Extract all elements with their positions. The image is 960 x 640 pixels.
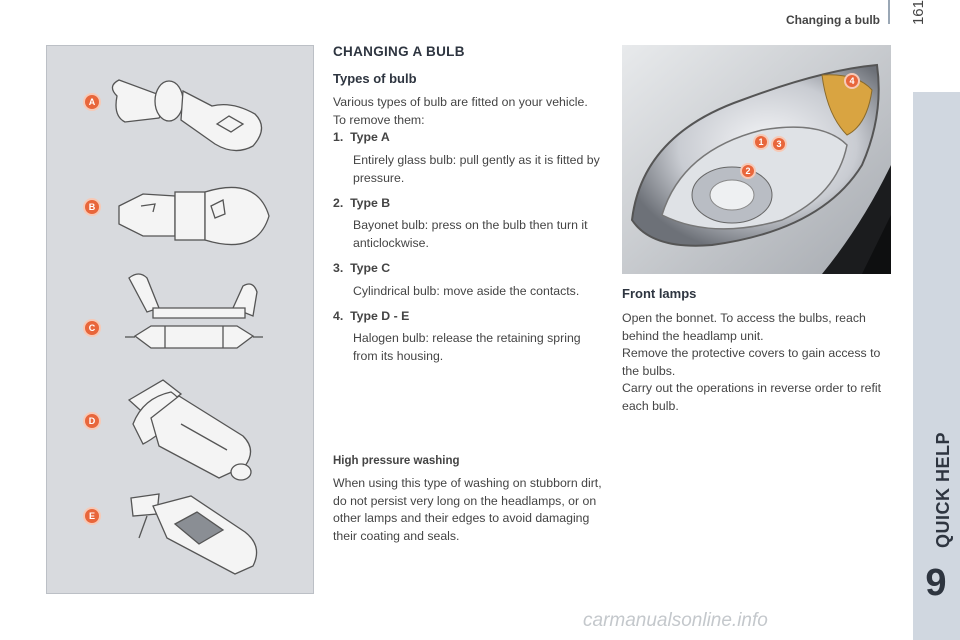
- front-lamps-step-3: Carry out the operations in reverse order to refit each bulb.: [622, 381, 882, 413]
- step-text: Cylindrical bulb: move aside the contacts.: [353, 283, 580, 298]
- types-heading: Types of bulb: [333, 71, 417, 86]
- warning-text: When using this type of washing on stubborn dirt, do not persist very long on the headlamps, or on other lamps and their edges to avoid damaging their coating and seals.: [333, 476, 602, 543]
- step-title: 2. Type B: [333, 195, 391, 210]
- bulb-badge-a: A: [83, 93, 101, 111]
- bulb-d-drawing: [129, 380, 251, 480]
- step-4: [333, 308, 605, 366]
- front-lamps-heading: Front lamps: [622, 286, 697, 301]
- step-title: 4. Type D - E: [333, 308, 410, 323]
- headlamp-badge-2: 2: [740, 163, 756, 179]
- main-column: [333, 44, 605, 373]
- front-lamps-step-1: Open the bonnet. To access the bulbs, reach behind the headlamp unit.: [622, 311, 866, 343]
- step-1: [333, 129, 605, 187]
- step-2: [333, 195, 605, 253]
- step-text: Entirely glass bulb: pull gently as it is fitted by pressure.: [353, 152, 600, 185]
- section-label: QUICK HELP: [933, 431, 953, 548]
- warning-heading: High pressure washing: [333, 455, 460, 467]
- headlamp-badge-4: 4: [844, 73, 860, 89]
- watermark-text: carmanualsonline.info: [583, 610, 768, 631]
- bulb-badge-c: C: [83, 319, 101, 337]
- page-title: CHANGING A BULB: [333, 44, 465, 59]
- bulb-a-drawing: [112, 80, 261, 151]
- headlamp-photo: [622, 45, 891, 274]
- running-header: Changing a bulb: [786, 13, 880, 27]
- bulb-c-drawing: [125, 274, 263, 348]
- headlamp-badge-1: 1: [753, 134, 769, 150]
- headlamp-badge-3: 3: [771, 136, 787, 152]
- step-text: Halogen bulb: release the retaining spring from its housing.: [353, 331, 581, 363]
- bulb-e-drawing: [131, 494, 257, 574]
- bulb-badge-d: D: [83, 412, 101, 430]
- washing-warning: [333, 455, 605, 545]
- remove-text: To remove them:: [333, 112, 425, 127]
- page-number: 161: [910, 0, 927, 26]
- intro-text: Various types of bulb are fitted on your vehicle.: [333, 95, 588, 109]
- bulb-b-drawing: [119, 187, 269, 244]
- bulb-types-illustration: [46, 45, 314, 594]
- step-text: Bayonet bulb: press on the bulb then turn it anticlockwise.: [353, 218, 588, 250]
- step-title: 1. Type A: [333, 130, 390, 144]
- header-divider: [888, 0, 890, 24]
- bulb-badge-b: B: [83, 198, 101, 216]
- step-3: [333, 260, 605, 300]
- front-lamps-section: [622, 286, 897, 415]
- front-lamps-step-2: Remove the protective covers to gain access to the bulbs.: [622, 346, 881, 378]
- section-number: 9: [925, 562, 947, 604]
- bulb-badge-e: E: [83, 507, 101, 525]
- step-title: 3. Type C: [333, 261, 391, 275]
- section-tab: [913, 92, 960, 640]
